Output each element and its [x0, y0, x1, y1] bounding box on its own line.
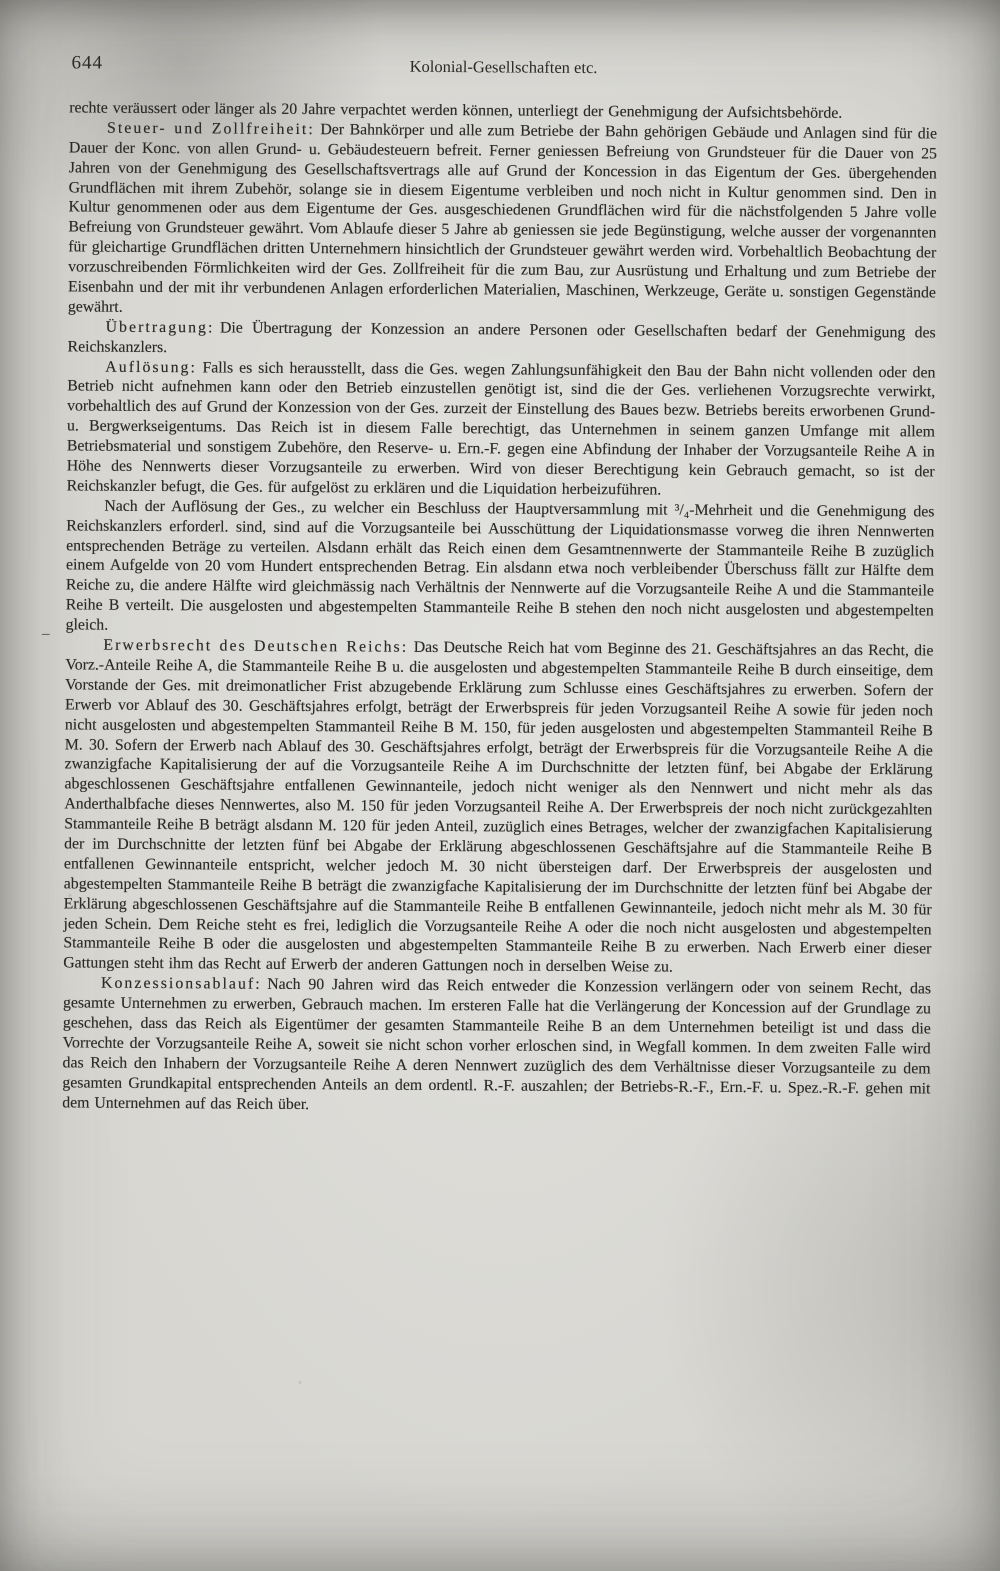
paragraph-erwerbsrecht: [63, 635, 933, 979]
paragraph-uebertragung: [68, 317, 936, 363]
paragraph-aufloesung: [67, 357, 936, 502]
page-header: [69, 50, 937, 84]
paragraph-text: Die Übertragung der Konzession an andere Personen oder Gesellschaften bedarf der Genehmigung des Reichskanzlers.: [67, 319, 936, 356]
paragraph-lead: Auflösung:: [105, 358, 198, 376]
paragraph-text: Das Deutsche Reich hat vom Beginne des 21. Geschäftsjahres an das Recht, die Vorz.-Anteile Reihe A, die Stammanteile Reihe B u. die ausgelosten und abgestempelten Stammanteile Reihe B durch einseitige, dem Vorstande der Ges. mit dreimonatlicher Frist abzugebende Erklärung zum Schlusse eines Geschäftsjahres zu erwerben. Sofern der Erwerb vor Ablauf des 30. Geschäftsjahres erfolgt, beträgt der Erwerbspreis für jeden Vorzugsanteil Reihe A sowie für jeden noch nicht ausgelosten und abgestempelten Stammanteil Reihe B M. 150, für jeden ausgelosten und abgestempelten Stammanteil Reihe B M. 30. Sofern der Erwerb nach Ablauf des 30. Geschäftsjahres erfolgt, beträgt der Erwerbspreis für die Vorzugsanteile Reihe A die zwanzigfache Kapitalisierung der auf die Vorzugsanteile Reihe A im Durchschnitte der letzten fünf, bei Abgabe der Erklärung abgeschlossenen Geschäftsjahre entfallenen Gewinnanteile, jedoch nicht weniger als den Nennwert und nicht mehr als das Anderthalbfache dieses Nennwertes, also M. 150 für jeden Vorzugsanteil Reihe A. Der Erwerbspreis der noch nicht zurückgezahlten Stammanteile Reihe B beträgt alsdann M. 120 für jeden Anteil, zuzüglich eines Betrages, welcher der zwanzigfachen Kapitalisierung der im Durchschnitte der letzten fünf bei Abgabe der Erklärung abgeschlossenen Geschäftsjahre auf die Stammanteile Reihe B entfallenen Gewinnanteile entspricht, welcher jedoch M. 30 nicht übersteigen darf. Der Erwerbspreis der ausgelosten und abgestempelten Stammanteile Reihe B beträgt die zwanzigfache Kapitalisierung der im Durchschnitte der letzten fünf bei Abgabe der Erklärung abgeschlossenen Geschäftsjahre auf die Stammanteile Reihe B entfallenen Gewinnanteile, jedoch nicht mehr als M. 30 für jeden Schein. Dem Reiche steht es frei, lediglich die Vorzugsanteile Reihe A oder die noch nicht ausgelosten und abgestempelten Stammanteile Reihe B oder die ausgelosten und abgestempelten Stammanteile Reihe B zu erwerben. Nach Erwerb einer dieser Gattungen steht ihm das Recht auf Erwerb der anderen Gattungen noch in derselben Weise zu.: [63, 638, 934, 976]
margin-dash: –: [42, 626, 50, 642]
paragraph-steuer-und-zollfreiheit: [68, 118, 937, 323]
paragraph-text: Nach der Auflösung der Ges., zu welcher ein Beschluss der Hauptversammlung mit ³/₄-Mehrheit und die Genehmigung des Reichskanzlers erforderl. sind, sind auf die Vorzugsanteile bei Ausschüttung der Liquidationsmasse vorweg die ihren Nennwerten entsprechenden Beträge zu verteilen. Alsdann erhält das Reich einen dem Gesamtnennwerte der Stammanteile Reihe B zuzüglich einem Aufgelde von 20 vom Hundert entsprechenden Betrag. Ein alsdann etwa noch verbleibender Überschuss fällt zur Hälfte dem Reiche zu, die andere Hälfte wird gleichmässig nach Verhältnis der Nennwerte auf die Vorzugsanteile Reihe A und die Stammanteile Reihe B verteilt. Die ausgelosten und abgestempelten Stammanteile Reihe B stehen den noch nicht ausgelosten und abgestempelten gleich.: [65, 497, 935, 634]
paragraph-konzessionsablauf: [62, 974, 931, 1119]
paragraph-lead: Übertragung:: [105, 318, 215, 337]
body-text: [62, 98, 937, 1118]
paragraph-text: Nach 90 Jahren wird das Reich entweder die Konzession verlängern oder von seinem Recht, das gesamte Unternehmen zu erwerben, Gebrauch machen. Im ersteren Falle hat die Verlängerung der Koncession auf der Grundlage zu geschehen, dass das Reich als Eigentümer der gesamten Stammanteile Reihe B an dem Unternehmen beteiligt ist und dass die Vorrechte der Vorzugsanteile Reihe A, soweit sie nicht schon vorher erloschen sind, in Wegfall kommen. In dem zweiten Falle wird das Reich den Inhabern der Vorzugsanteile Reihe A deren Nennwert zuzüglich des dem Verhältnisse dieser Vorzugsanteile zu dem gesamten Grundkapital entsprechenden Anteils an dem ordentl. R.-F. auszahlen; der Betriebs-R.-F., Ern.-F. u. Spez.-R.-F. gehen mit dem Unternehmen auf das Reich über.: [62, 975, 932, 1113]
paragraph-lead: Steuer- und Zollfreiheit:: [106, 119, 315, 138]
paragraph-lead: Erwerbsrecht des Deutschen Reichs:: [103, 636, 409, 656]
paragraph-text: rechte veräussert oder länger als 20 Jahre verpachtet werden können, unterliegt der Genehmigung der Aufsichtsbehörde.: [69, 99, 843, 122]
running-title: Kolonial-Gesellschaften etc.: [409, 56, 598, 78]
paragraph-text: Der Bahnkörper und alle zum Betriebe der Bahn gehörigen Gebäude und Anlagen sind für die Dauer der Konc. von allen Grund- u. Gebäudesteuern befreit. Ferner geniessen Befreiung von Grundsteuer für die Dauer von 25 Jahren von der Genehmigung des Gesellschaftsvertrags alle auf Grund der Koncession in das Eigentum der Ges. übergehenden Grundflächen mit ihrem Zubehör, solange sie in diesem Eigentume verbleiben und noch nicht in Kultur genommen sind. Den in Kultur genommenen oder aus dem Eigentume der Ges. ausgeschiedenen Grundflächen wird für die nächstfolgenden 5 Jahre volle Befreiung von Grundsteuer gewährt. Vom Ablaufe dieser 5 Jahre ab geniessen sie jede Begünstigung, welche ausser der vorgenannten für gleichartige Grundflächen dritten Unternehmern hinsichtlich der Grundsteuer gewährt werden wird. Vorbehaltlich Beobachtung der vorzuschreibenden Förmlichkeiten wird der Ges. Zollfreiheit für die zum Bau, zur Ausrüstung und Erhaltung und zum Betriebe der Eisenbahn und der mit ihr verbundenen Anlagen erforderlichen Materialien, Maschinen, Werkzeuge, Geräte u. sonstigen Gegenstände gewährt.: [67, 121, 938, 316]
page-number: 644: [71, 52, 104, 74]
paragraph-lead: Konzessionsablauf:: [100, 974, 262, 993]
paragraph-liquidation: [66, 496, 935, 641]
paragraph-text: Falls es sich herausstellt, dass die Ges. wegen Zahlungsunfähigkeit den Bau der Bahn nicht vollenden oder den Betrieb nicht aufnehmen kann oder den Betrieb einzustellen genötigt ist, sind die der Ges. verliehenen Vorzugsrechte verwirkt, vorbehaltlich des auf Grund der Konzession von der Ges. zurzeit der Einstellung des Baues bezw. Betriebs bereits erworbenen Grund- u. Bergwerkseigentums. Das Reich ist in diesem Falle berechtigt, das Unternehmen in seinem ganzen Umfange mit allem Betriebsmaterial und sonstigem Zubehöre, den Reserve- u. Ern.-F. gegen eine Abfindung der Inhaber der Vorzugsanteile Reihe A in Höhe des Nennwerts dieser Vorzugsanteile zu erwerben. Wird von dieser Berechtigung kein Gebrauch gemacht, so ist der Reichskanzler befugt, die Ges. für aufgelöst zu erklären und die Liquidation herbeizuführen.: [66, 358, 936, 499]
